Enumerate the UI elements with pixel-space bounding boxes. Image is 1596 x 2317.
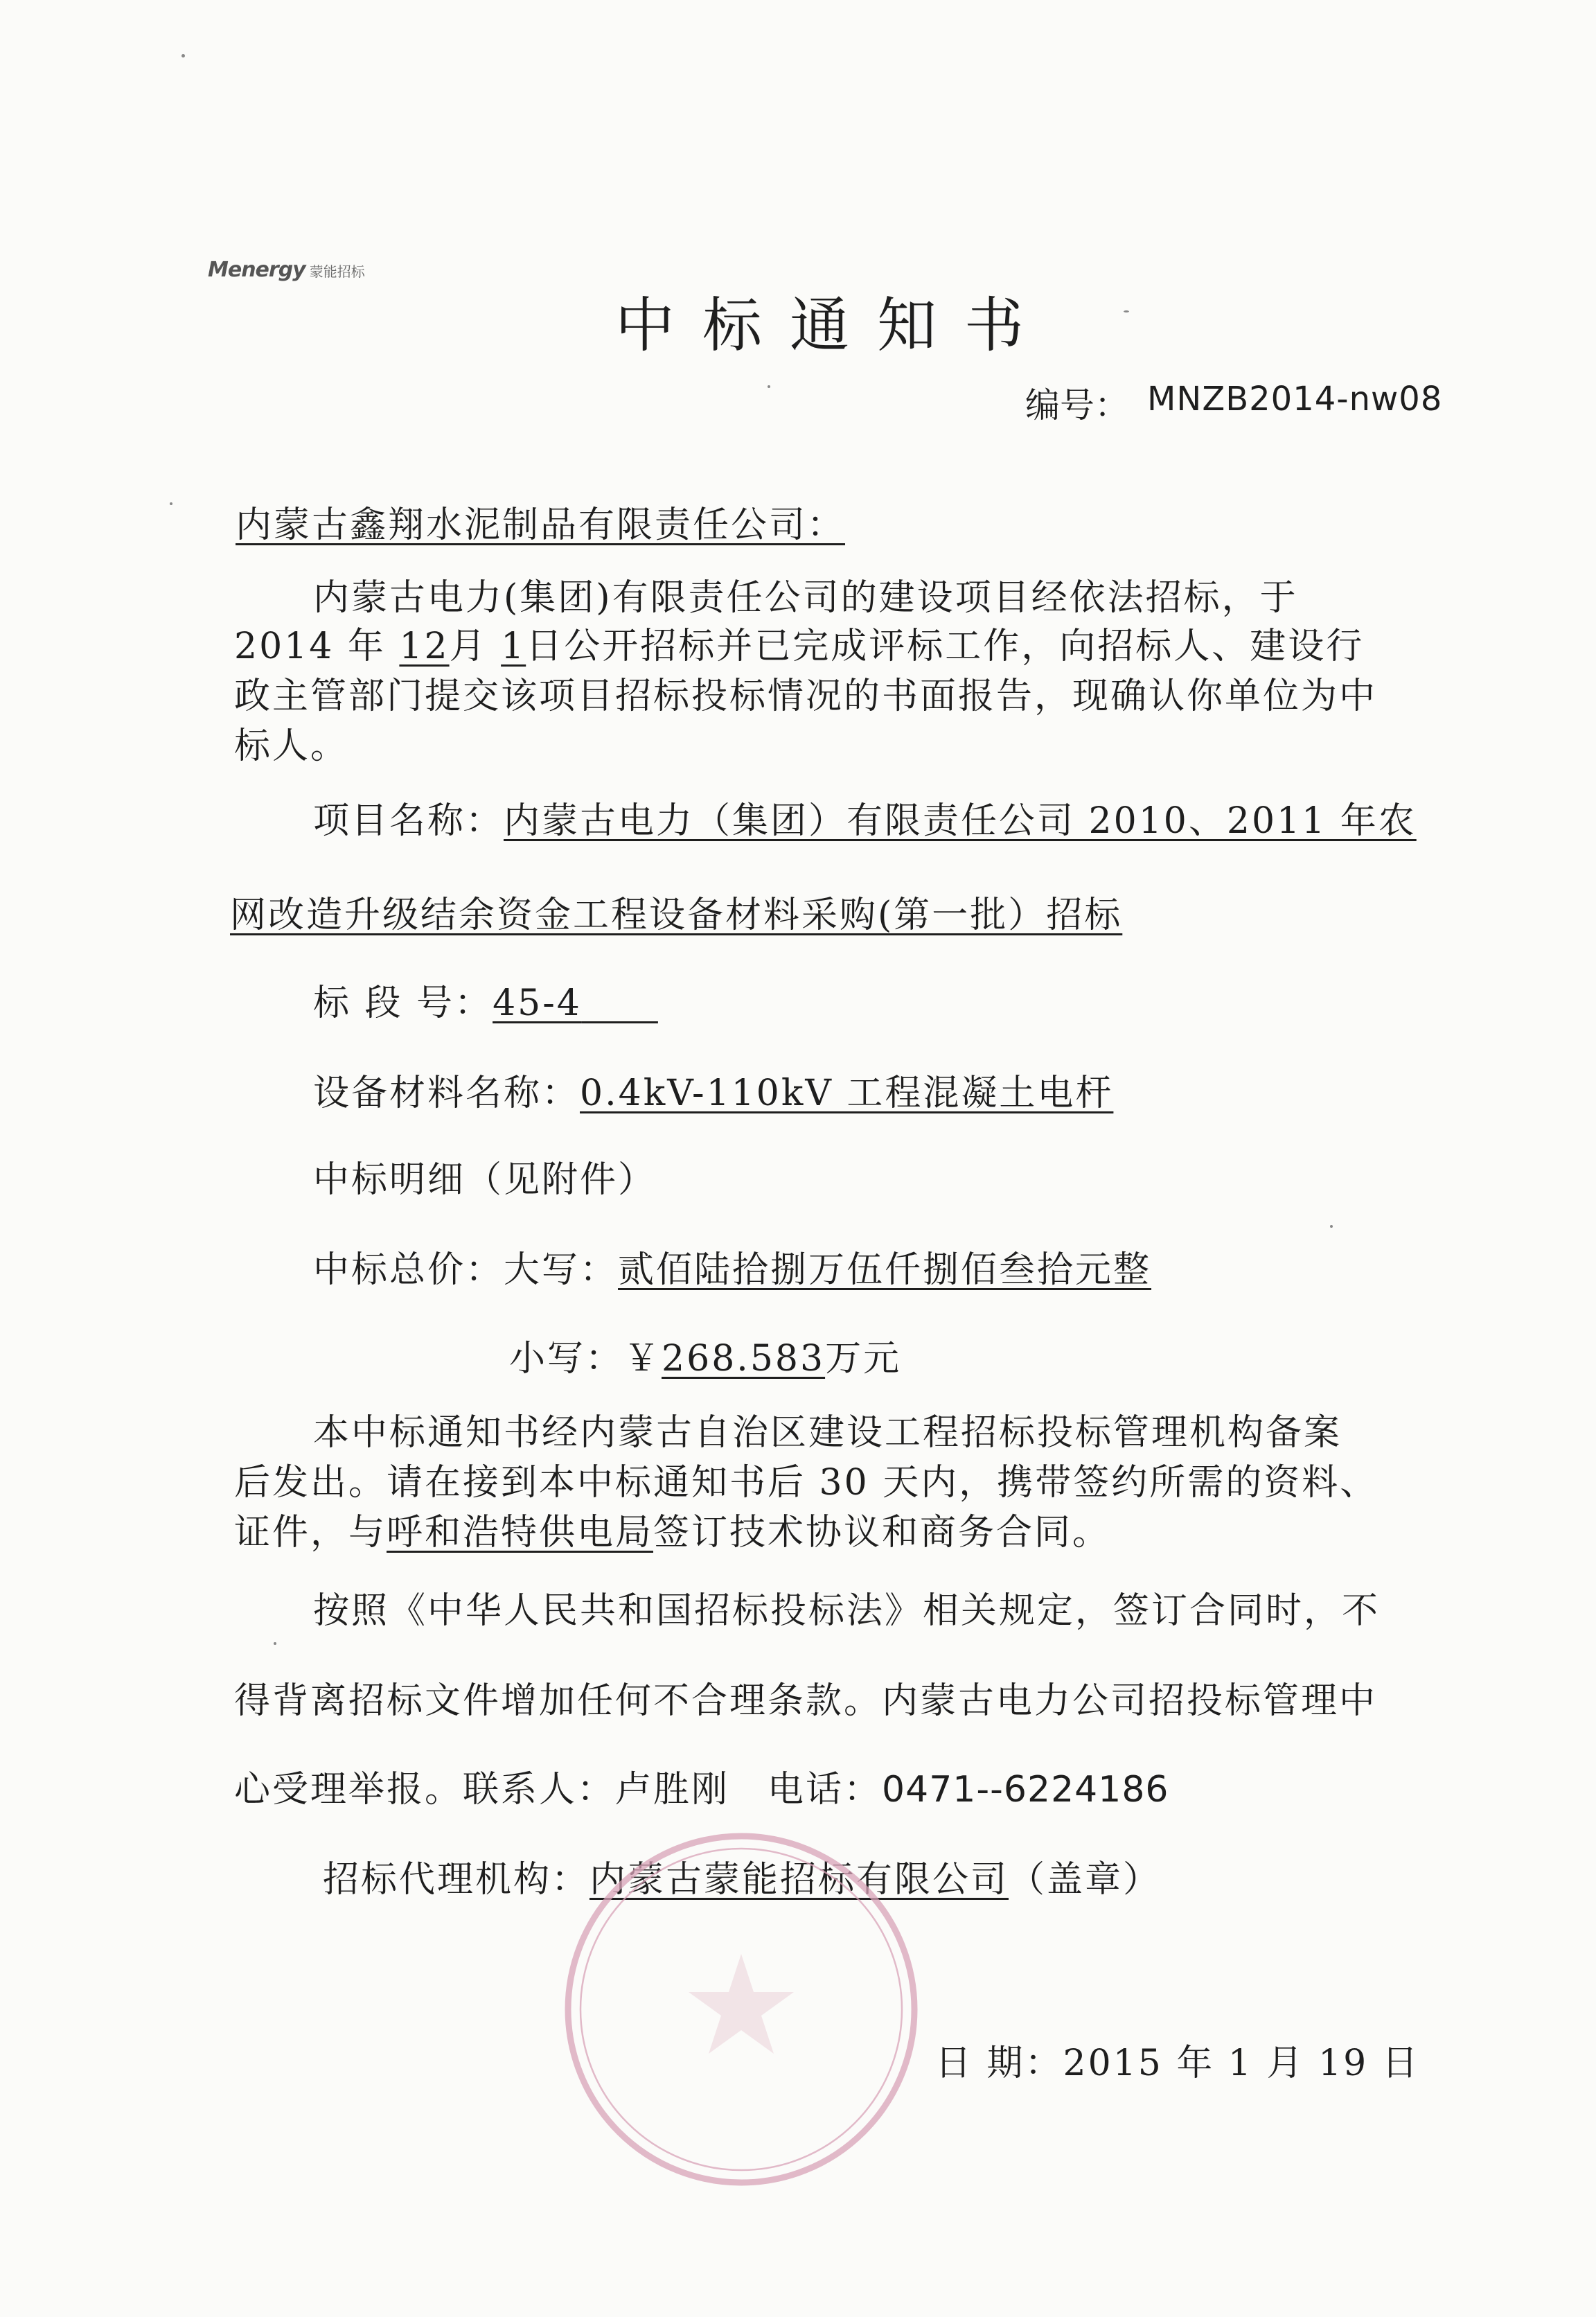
project-line1 xyxy=(313,791,1417,843)
year-suffix: 年 xyxy=(334,626,386,667)
scan-speck xyxy=(1124,310,1129,312)
material-value: 0.4kV-110kV 工程混凝土电杆 xyxy=(580,1073,1114,1114)
currency-symbol: ￥ xyxy=(623,1338,662,1380)
total-lower-value: 268.583 xyxy=(662,1338,826,1380)
para1-line2 xyxy=(234,617,1364,669)
logo-brand: Menergy xyxy=(208,258,305,282)
doc-number: MNZB2014-nw08 xyxy=(1147,380,1443,419)
contract-org: 呼和浩特供电局 xyxy=(387,1512,654,1553)
phone-number: 0471--6224186 xyxy=(882,1769,1169,1811)
total-upper-label: 大写： xyxy=(504,1249,619,1291)
scan-speck xyxy=(768,385,770,388)
seal-note: （盖章） xyxy=(1009,1859,1162,1901)
para3-line2: 得背离招标文件增加任何不合理条款。内蒙古电力公司招投标管理中 xyxy=(234,1680,1378,1722)
total-lower-line xyxy=(509,1329,901,1381)
total-lower-label: 小写： xyxy=(509,1338,624,1380)
para2-line1: 本中标通知书经内蒙古自治区建设工程招标投标管理机构备案 xyxy=(313,1412,1342,1454)
agency-label: 招标代理机构： xyxy=(323,1859,590,1901)
para1-line1: 内蒙古电力(集团)有限责任公司的建设项目经依法招标，于 xyxy=(313,577,1298,619)
para3-line3 xyxy=(234,1760,1169,1812)
date-value: 2015 年 1 月 19 日 xyxy=(1063,2043,1420,2084)
material-label: 设备材料名称： xyxy=(313,1073,580,1114)
para1-line3: 政主管部门提交该项目招标投标情况的书面报告，现确认你单位为中 xyxy=(234,676,1378,717)
page-title: 中标通知书 xyxy=(615,291,1052,360)
date-label: 日 期： xyxy=(935,2043,1063,2084)
doc-number-label: 编号： xyxy=(1025,385,1129,425)
phone-label: 电话： xyxy=(768,1769,883,1811)
scan-speck xyxy=(181,54,185,58)
lot-label: 标 段 号： xyxy=(313,983,493,1024)
material-line xyxy=(313,1064,1113,1116)
para2-line3 xyxy=(234,1503,1110,1555)
project-line2 xyxy=(230,886,1122,937)
para2-line2: 后发出。请在接到本中标通知书后 30 天内，携带签约所需的资料、 xyxy=(234,1462,1378,1504)
para2-line3-a: 证件，与 xyxy=(234,1512,387,1553)
para3-line1: 按照《中华人民共和国招标投标法》相关规定，签订合同时，不 xyxy=(313,1590,1381,1632)
scan-speck xyxy=(274,1642,276,1645)
para2-line3-b: 签订技术协议和商务合同。 xyxy=(653,1512,1111,1553)
project-name-line1: 内蒙古电力（集团）有限责任公司 2010、2011 年农 xyxy=(504,800,1417,842)
para1-line4: 标人。 xyxy=(234,725,349,767)
award-details: 中标明细（见附件） xyxy=(313,1159,657,1201)
lot-underline-pad xyxy=(582,983,658,1024)
lot-line xyxy=(313,974,658,1025)
project-label: 项目名称： xyxy=(313,800,504,842)
lot-value: 45-4 xyxy=(493,983,582,1024)
logo-subtitle: 蒙能招标 xyxy=(309,263,365,280)
total-label: 中标总价： xyxy=(313,1249,504,1291)
award-year: 2014 xyxy=(234,626,335,667)
agency-name: 内蒙古蒙能招标有限公司 xyxy=(589,1859,1009,1901)
addressee-line xyxy=(236,495,845,547)
total-upper-line xyxy=(313,1240,1151,1292)
scan-speck xyxy=(170,502,172,505)
award-day: 1 xyxy=(501,626,526,667)
date-line xyxy=(935,2034,1420,2086)
contact-person: 心受理举报。联系人：卢胜刚 xyxy=(234,1769,730,1811)
award-month: 12 xyxy=(399,626,450,667)
project-name-line2: 网改造升级结余资金工程设备材料采购(第一批）招标 xyxy=(230,895,1123,936)
company-logo xyxy=(208,258,365,282)
total-unit: 万元 xyxy=(825,1338,902,1380)
para1-line2-rest: 日公开招标并已完成评标工作，向招标人、建设行 xyxy=(526,626,1365,667)
month-suffix: 月 xyxy=(449,626,488,667)
addressee: 内蒙古鑫翔水泥制品有限责任公司： xyxy=(236,504,846,546)
agency-seal-stamp xyxy=(547,1815,935,2203)
scan-speck xyxy=(1330,1225,1333,1228)
total-upper-value: 贰佰陆拾捌万伍仟捌佰叁拾元整 xyxy=(618,1249,1152,1291)
